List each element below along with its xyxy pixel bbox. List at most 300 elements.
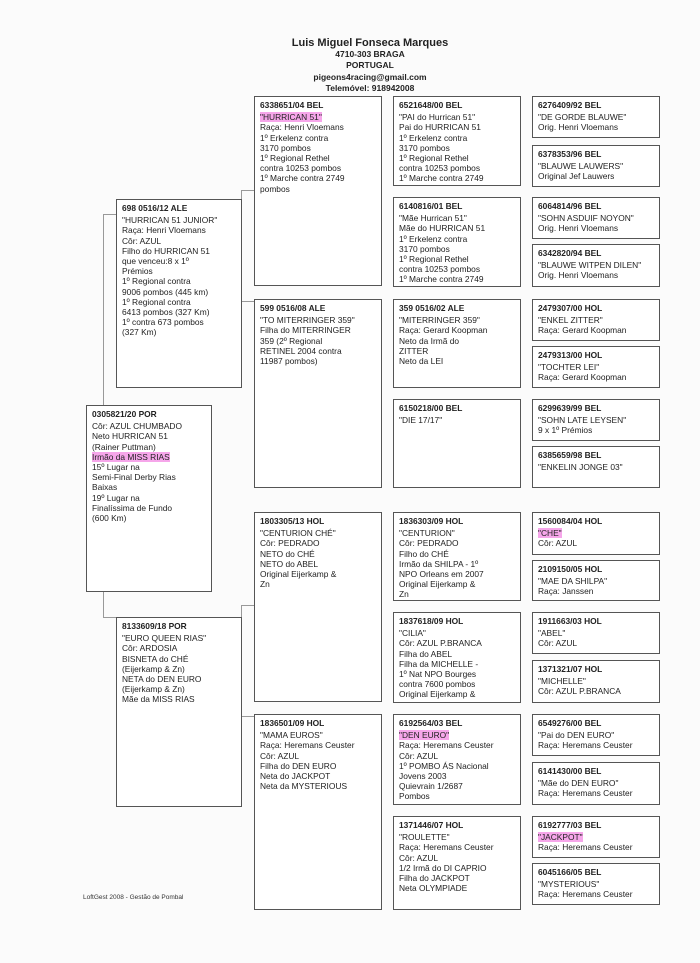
line-text: Neto HURRICAN 51 — [92, 431, 168, 442]
pedigree-line — [538, 686, 654, 696]
pedigree-line — [122, 307, 236, 317]
pedigree-line — [538, 832, 654, 842]
pedigree-line — [122, 654, 236, 664]
ring-number: 8133609/18 POR — [122, 621, 187, 631]
line-text: "ROULETTE" — [399, 832, 450, 843]
line-text: Neta do JACKPOT — [260, 771, 331, 782]
pedigree-line — [399, 415, 515, 425]
line-text: Côr: AZUL — [260, 750, 300, 761]
pedigree-line — [92, 503, 206, 513]
pedigree-line — [399, 751, 515, 761]
pedigree-line — [399, 528, 515, 538]
pigeon-card-dam[interactable] — [116, 617, 242, 807]
highlighted-name: "JACKPOT" — [538, 832, 583, 843]
pigeon-card-gen4[interactable] — [393, 96, 521, 186]
pedigree-line — [399, 589, 515, 599]
ring-number: 1803305/13 HOL — [260, 516, 325, 526]
line-text: Filha do JACKPOT — [399, 873, 470, 884]
line-text: Raça: Heremans Ceuster — [538, 740, 633, 751]
line-text: Raça: Henri Vloemans — [260, 122, 344, 133]
pedigree-line — [538, 628, 654, 638]
pedigree-line — [399, 133, 515, 143]
pedigree-line — [122, 694, 236, 704]
pedigree-line — [399, 112, 515, 122]
highlighted-name: "HURRICAN 51" — [260, 112, 322, 123]
line-text: 1º Marche contra 2749 — [399, 173, 484, 184]
pedigree-line — [399, 213, 515, 223]
pedigree-line — [538, 213, 654, 223]
breeder-country: PORTUGAL — [346, 60, 394, 70]
line-text: Côr: PEDRADO — [399, 538, 459, 549]
pedigree-line — [399, 628, 515, 638]
line-text: "SOHN ASDUIF NOYON" — [538, 213, 634, 224]
line-text: "SOHN LATE LEYSEN" — [538, 415, 627, 426]
line-text: "DE GORDE BLAUWE" — [538, 112, 627, 123]
pedigree-line — [122, 236, 236, 246]
pedigree-line — [92, 421, 206, 431]
pedigree-line — [260, 336, 376, 346]
line-text: Mãe do HURRICAN 51 — [399, 223, 486, 234]
pigeon-card-gen4[interactable] — [393, 299, 521, 388]
line-text: 6413 pombos (327 Km) — [122, 307, 210, 318]
line-text: "MYSTERIOUS" — [538, 879, 600, 890]
ring-number: 6549276/00 BEL — [538, 718, 602, 728]
line-text: Raça: Heremans Ceuster — [399, 740, 494, 751]
line-text: "DIE 17/17" — [399, 415, 443, 426]
pedigree-line — [399, 883, 515, 893]
ring-number: 6140816/01 BEL — [399, 201, 463, 211]
pedigree-line — [399, 771, 515, 781]
connector-line — [103, 592, 117, 618]
line-text: Côr: AZUL — [122, 235, 162, 246]
pedigree-line — [122, 643, 236, 653]
line-text: Raça: Heremans Ceuster — [538, 842, 633, 853]
line-text: Quievrain 1/2687 — [399, 781, 463, 792]
line-text: "TO MITERRINGER 359" — [260, 315, 355, 326]
line-text: 3170 pombos — [399, 142, 450, 153]
ring-number: 2109150/05 HOL — [538, 564, 603, 574]
line-text: NPO Orleans em 2007 — [399, 569, 484, 580]
line-text: Côr: ARDOSIA — [122, 643, 178, 654]
pedigree-line — [260, 579, 376, 589]
line-text: 15º Lugar na — [92, 462, 140, 473]
ring-number: 698 0516/12 ALE — [122, 203, 188, 213]
pedigree-line — [260, 740, 376, 750]
line-text: 1º Erkelenz contra — [399, 132, 468, 143]
pedigree-line — [538, 325, 654, 335]
line-text: "MICHELLE" — [538, 676, 586, 687]
pedigree-line — [122, 276, 236, 286]
line-text: (Rainer Puttman) — [92, 441, 156, 452]
line-text: (327 Km) — [122, 327, 157, 338]
line-text: contra 10253 pombos — [260, 163, 342, 174]
pedigree-line — [399, 853, 515, 863]
pedigree-line — [260, 761, 376, 771]
pigeon-card-gen4[interactable] — [393, 197, 521, 287]
pedigree-line — [260, 549, 376, 559]
line-text: Orig. Henri Vloemans — [538, 223, 619, 234]
pedigree-line — [399, 559, 515, 569]
pedigree-line — [538, 462, 654, 472]
pedigree-line — [399, 315, 515, 325]
line-text: Irmão da SHILPA - 1º — [399, 558, 479, 569]
pedigree-line — [538, 362, 654, 372]
pedigree-line — [399, 730, 515, 740]
pigeon-card-gen4[interactable] — [393, 612, 521, 703]
pedigree-line — [399, 863, 515, 873]
pedigree-line — [260, 771, 376, 781]
pedigree-line — [399, 356, 515, 366]
pigeon-card-gen5[interactable] — [532, 299, 660, 341]
line-text: 9006 pombos (445 km) — [122, 286, 209, 297]
line-text: 19º Lugar na — [92, 492, 140, 503]
pedigree-line — [399, 579, 515, 589]
pigeon-card-gen5[interactable] — [532, 145, 660, 187]
line-text: Semi-Final Derby Rias — [92, 472, 176, 483]
pedigree-line — [260, 112, 376, 122]
line-text: Côr: AZUL — [399, 750, 439, 761]
line-text: NETO do CHÉ — [260, 548, 315, 559]
pedigree-line — [122, 287, 236, 297]
pedigree-line — [399, 274, 515, 284]
line-text: "MAE DA SHILPA" — [538, 576, 608, 587]
breeder-phone: Telemóvel: 918942008 — [325, 83, 415, 93]
line-text: Raça: Heremans Ceuster — [538, 889, 633, 900]
line-text: Raça: Janssen — [538, 586, 594, 597]
pedigree-line — [399, 538, 515, 548]
pedigree-line — [399, 122, 515, 132]
ring-number: 1836501/09 HOL — [260, 718, 325, 728]
line-text: Jovens 2003 — [399, 771, 447, 782]
pedigree-line — [260, 346, 376, 356]
pedigree-line — [260, 143, 376, 153]
ring-number: 599 0516/08 ALE — [260, 303, 326, 313]
pedigree-line — [122, 633, 236, 643]
pigeon-card-gen5[interactable] — [532, 346, 660, 388]
ring-number: 6299639/99 BEL — [538, 403, 602, 413]
line-text: Côr: AZUL — [538, 638, 578, 649]
pigeon-card-gen5[interactable] — [532, 612, 660, 654]
pedigree-line — [260, 356, 376, 366]
ring-number: 1371321/07 HOL — [538, 664, 603, 674]
pedigree-line — [399, 791, 515, 801]
pedigree-line — [260, 133, 376, 143]
pedigree-line — [399, 679, 515, 689]
line-text: Zn — [260, 579, 270, 590]
pedigree-line — [260, 315, 376, 325]
ring-number: 6192777/03 BEL — [538, 820, 602, 830]
pedigree-line — [122, 246, 236, 256]
line-text: Original Jef Lauwers — [538, 171, 615, 182]
pedigree-line — [399, 346, 515, 356]
line-text: "Mãe do DEN EURO" — [538, 778, 619, 789]
line-text: Original Eijerkamp & — [260, 569, 337, 580]
line-text: Filho do CHÉ — [399, 548, 449, 559]
pedigree-line — [92, 431, 206, 441]
breeder-name: Luis Miguel Fonseca Marques — [291, 37, 449, 49]
ring-number: 1371446/07 HOL — [399, 820, 464, 830]
pedigree-line — [122, 674, 236, 684]
ring-number: 6385659/98 BEL — [538, 450, 602, 460]
pedigree-line — [399, 781, 515, 791]
line-text: Raça: Heremans Ceuster — [260, 740, 355, 751]
pedigree-line — [538, 171, 654, 181]
line-text: "Mãe Hurrican 51" — [399, 213, 467, 224]
pedigree-line — [538, 740, 654, 750]
pedigree-line — [538, 879, 654, 889]
pigeon-card-gen3[interactable] — [254, 512, 382, 702]
line-text: 3170 pombos — [260, 142, 311, 153]
ring-number: 1837618/09 HOL — [399, 616, 464, 626]
pedigree-line — [260, 173, 376, 183]
line-text: Zn — [399, 589, 409, 600]
line-text: Côr: AZUL P.BRANCA — [399, 638, 482, 649]
line-text: Prémios — [122, 266, 153, 277]
pedigree-line — [538, 638, 654, 648]
pedigree-line — [538, 270, 654, 280]
pedigree-line — [399, 254, 515, 264]
pedigree-line — [399, 669, 515, 679]
ring-number: 6276409/92 BEL — [538, 100, 602, 110]
pigeon-card-subject[interactable] — [86, 405, 212, 592]
line-text: Filha da MICHELLE - — [399, 658, 479, 669]
ring-number: 6064814/96 BEL — [538, 201, 602, 211]
pedigree-line — [92, 442, 206, 452]
line-text: Raça: Gerard Koopman — [538, 372, 627, 383]
pigeon-card-gen5[interactable] — [532, 816, 660, 858]
pedigree-line — [538, 889, 654, 899]
line-text: "EURO QUEEN RIAS" — [122, 633, 207, 644]
pigeon-card-gen5[interactable] — [532, 863, 660, 905]
ring-number: 6378353/96 BEL — [538, 149, 602, 159]
pedigree-line — [260, 325, 376, 335]
pedigree-line — [538, 260, 654, 270]
line-text: (Eijerkamp & Zn) — [122, 663, 185, 674]
line-text: Raça: Gerard Koopman — [538, 325, 627, 336]
line-text: "CILIA" — [399, 628, 426, 639]
pigeon-card-gen4[interactable] — [393, 512, 521, 601]
line-text: Raça: Gerard Koopman — [399, 325, 488, 336]
line-text: que venceu:8 x 1º — [122, 256, 189, 267]
line-text: Orig. Henri Vloemans — [538, 122, 619, 133]
line-text: "MITERRINGER 359" — [399, 315, 480, 326]
line-text: "CENTURION CHÉ" — [260, 528, 336, 539]
line-text: "BLAUWE WITPEN DILEN" — [538, 260, 642, 271]
pigeon-card-gen5[interactable] — [532, 660, 660, 703]
highlighted-name: Irmão da MISS RIAS — [92, 451, 170, 462]
pigeon-card-gen3[interactable] — [254, 96, 382, 286]
pedigree-line — [92, 513, 206, 523]
line-text: Orig. Henri Vloemans — [538, 270, 619, 281]
pedigree-line — [260, 569, 376, 579]
ring-number: 6342820/94 BEL — [538, 248, 602, 258]
pedigree-line — [399, 761, 515, 771]
pedigree-line — [122, 225, 236, 235]
pedigree-line — [538, 586, 654, 596]
pedigree-line — [538, 778, 654, 788]
line-text: contra 7600 pombos — [399, 679, 476, 690]
pedigree-line — [399, 173, 515, 183]
line-text: Filha do DEN EURO — [260, 760, 337, 771]
pedigree-line — [260, 538, 376, 548]
pedigree-line — [399, 153, 515, 163]
line-text: NETA do DEN EURO — [122, 674, 202, 685]
line-text: Neta da MYSTERIOUS — [260, 781, 348, 792]
pedigree-line — [538, 372, 654, 382]
pigeon-card-gen5[interactable] — [532, 512, 660, 555]
line-text: 1/2 Irmã do DI CAPRIO — [399, 862, 487, 873]
line-text: Côr: AZUL P.BRANCA — [538, 686, 621, 697]
line-text: 1º contra 673 pombos — [122, 317, 204, 328]
line-text: "CENTURION" — [399, 528, 455, 539]
pedigree-line — [92, 472, 206, 482]
pedigree-line — [538, 538, 654, 548]
ring-number: 6045166/05 BEL — [538, 867, 602, 877]
pedigree-line — [399, 842, 515, 852]
pedigree-line — [538, 415, 654, 425]
pigeon-card-gen3[interactable] — [254, 299, 382, 488]
ring-number: 2479307/00 HOL — [538, 303, 603, 313]
ring-number: 6150218/00 BEL — [399, 403, 463, 413]
connector-line — [103, 214, 117, 407]
line-text: "TOCHTER LEI" — [538, 362, 600, 373]
pedigree-line — [399, 163, 515, 173]
pedigree-line — [260, 751, 376, 761]
pedigree-line — [538, 528, 654, 538]
line-text: 1º Regional Rethel — [399, 153, 469, 164]
line-text: "ENKELIN JONGE 03" — [538, 462, 623, 473]
line-text: BISNETA do CHÉ — [122, 653, 189, 664]
line-text: 11987 pombos) — [260, 356, 318, 367]
pedigree-line — [538, 112, 654, 122]
line-text: 1º Regional Rethel — [260, 153, 330, 164]
pedigree-line — [122, 317, 236, 327]
pedigree-line — [399, 659, 515, 669]
pedigree-line — [399, 234, 515, 244]
line-text: "HURRICAN 51 JUNIOR" — [122, 215, 218, 226]
pigeon-card-gen5[interactable] — [532, 197, 660, 239]
footer-credit: LoftGest 2008 - Gestão de Pombal — [83, 894, 184, 901]
line-text: (600 Km) — [92, 513, 127, 524]
ring-number: 2479313/00 HOL — [538, 350, 603, 360]
pedigree-line — [538, 842, 654, 852]
breeder-email[interactable]: pigeons4racing@gmail.com — [313, 72, 427, 82]
line-text: "Pai do DEN EURO" — [538, 730, 615, 741]
pedigree-line — [260, 122, 376, 132]
line-text: 359 (2º Regional — [260, 335, 323, 346]
line-text: contra 10253 pombos — [399, 163, 481, 174]
line-text: 3170 pombos — [399, 243, 450, 254]
highlighted-name: "DEN EURO" — [399, 730, 450, 741]
pigeon-card-gen5[interactable] — [532, 446, 660, 488]
line-text: "PAI do Hurrican 51" — [399, 112, 476, 123]
line-text: "ENKEL ZITTER" — [538, 315, 603, 326]
line-text: NETO do ABEL — [260, 558, 319, 569]
line-text: Côr: AZUL — [538, 538, 578, 549]
ring-number: 6338651/04 BEL — [260, 100, 324, 110]
highlighted-name: "CHE" — [538, 528, 562, 539]
pigeon-card-gen5[interactable] — [532, 714, 660, 756]
line-text: Raça: Heremans Ceuster — [399, 842, 494, 853]
line-text: Neto da LEI — [399, 356, 444, 367]
pedigree-line — [399, 832, 515, 842]
breeder-postal: 4710-303 BRAGA — [335, 49, 405, 59]
pedigree-line — [399, 649, 515, 659]
pedigree-line — [92, 493, 206, 503]
pedigree-line — [260, 153, 376, 163]
line-text: 1º Erkelenz contra — [260, 132, 329, 143]
pigeon-card-gen5[interactable] — [532, 560, 660, 601]
pigeon-card-sire[interactable] — [116, 199, 242, 388]
pedigree-line — [92, 482, 206, 492]
line-text: (Eijerkamp & Zn) — [122, 684, 185, 695]
pedigree-line — [399, 873, 515, 883]
pedigree-line — [538, 122, 654, 132]
ring-number: 0305821/20 POR — [92, 409, 157, 419]
pigeon-card-gen4[interactable] — [393, 816, 521, 910]
line-text: Finalíssima de Fundo — [92, 502, 173, 513]
pedigree-line — [538, 730, 654, 740]
line-text: Côr: PEDRADO — [260, 538, 320, 549]
line-text: Neto da Irmã do — [399, 335, 460, 346]
line-text: RETINEL 2004 contra — [260, 345, 342, 356]
pedigree-line — [92, 452, 206, 462]
pedigree-line — [399, 740, 515, 750]
pedigree-line — [399, 336, 515, 346]
line-text: 1º Marche contra 2749 — [260, 173, 345, 184]
ring-number: 6141430/00 BEL — [538, 766, 602, 776]
line-text: "ABEL" — [538, 628, 566, 639]
pedigree-line — [538, 161, 654, 171]
pigeon-card-gen5[interactable] — [532, 762, 660, 805]
line-text: Mãe da MISS RIAS — [122, 694, 195, 705]
pigeon-card-gen4[interactable] — [393, 714, 521, 805]
ring-number: 1836303/09 HOL — [399, 516, 464, 526]
pedigree-line — [538, 788, 654, 798]
pigeon-card-gen4[interactable] — [393, 399, 521, 488]
line-text: Pai do HURRICAN 51 — [399, 122, 481, 133]
connector-line — [241, 190, 255, 302]
pedigree-line — [399, 549, 515, 559]
pedigree-line — [399, 325, 515, 335]
pedigree-line — [122, 684, 236, 694]
line-text: 1º Marche contra 2749 — [399, 274, 484, 285]
pedigree-line — [399, 638, 515, 648]
pigeon-card-gen5[interactable] — [532, 244, 660, 287]
line-text: Raça: Heremans Ceuster — [538, 788, 633, 799]
line-text: Raça: Henri Vloemans — [122, 225, 206, 236]
line-text: Côr: AZUL CHUMBADO — [92, 421, 182, 432]
pedigree-line — [399, 244, 515, 254]
pigeon-card-gen5[interactable] — [532, 399, 660, 441]
pigeon-card-gen5[interactable] — [532, 96, 660, 138]
line-text: 9 x 1º Prémios — [538, 425, 593, 436]
line-text: pombos — [260, 183, 290, 194]
pedigree-line — [260, 528, 376, 538]
ring-number: 1560084/04 HOL — [538, 516, 603, 526]
pedigree-line — [260, 184, 376, 194]
pigeon-card-gen3[interactable] — [254, 714, 382, 910]
pedigree-line — [260, 781, 376, 791]
pedigree-line — [92, 462, 206, 472]
line-text: 1º Erkelenz contra — [399, 233, 468, 244]
line-text: Original Eijerkamp & — [399, 689, 476, 700]
pedigree-line — [122, 327, 236, 337]
pedigree-line — [399, 689, 515, 699]
pedigree-line — [122, 297, 236, 307]
pedigree-line — [538, 425, 654, 435]
line-text: ZITTER — [399, 345, 429, 356]
